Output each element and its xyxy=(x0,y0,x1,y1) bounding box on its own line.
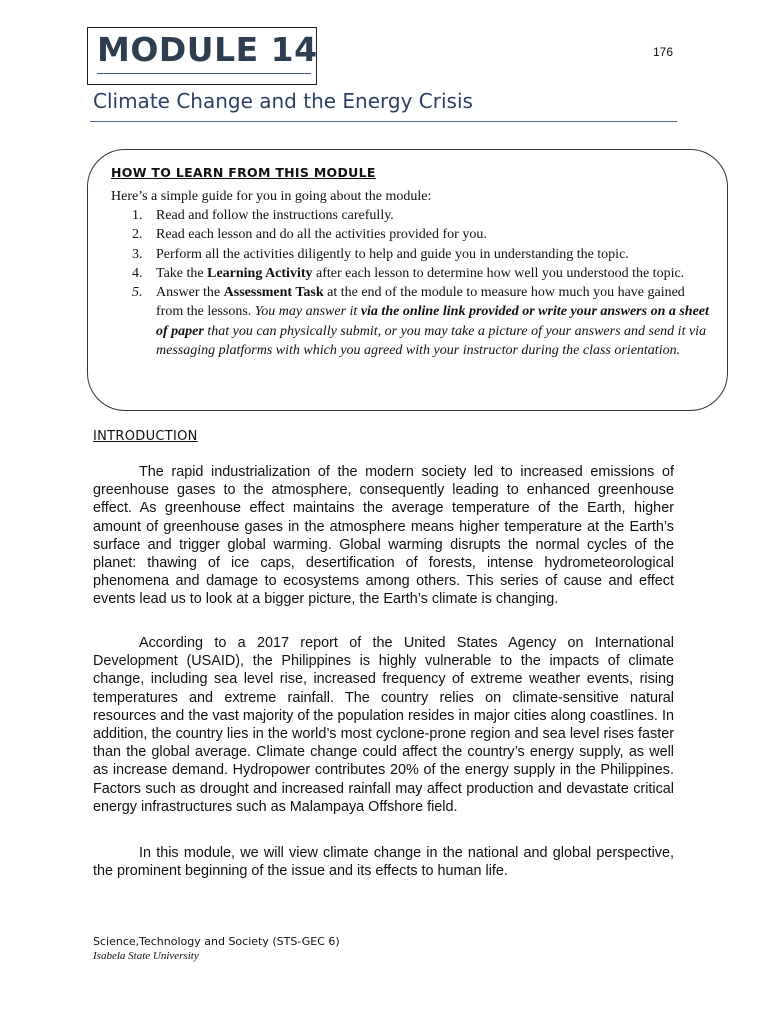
guide-step xyxy=(111,225,709,244)
intro-paragraph: The rapid industrialization of the modern society led to increased emissions of greenhouse gases to the atmosphere, consequently leading to enhanced greenhouse effect. As greenhouse effect maintains the average temperature of the Earth, higher amount of greenhouse gases in the atmosphere means higher temperature at the Earth’s surface and trigger global warming. Global warming disrupts the normal cycles of the planet: thawing of ice caps, desertification of forests, intense hydrometeorological phenomena and damage to ecosystems among others. This series of cause and effect events lead us to look at a bigger picture, the Earth’s climate is changing. xyxy=(93,464,674,608)
step-text: Perform all the activities diligently to help and guide you in understanding the topic. xyxy=(156,246,629,262)
intro-paragraph: In this module, we will view climate change in the national and global perspective, the prominent beginning of the issue and its effects to human life. xyxy=(93,845,674,880)
guide-step xyxy=(111,283,709,360)
step-number: 3. xyxy=(132,246,143,262)
step-text: Take the xyxy=(156,265,208,281)
step-number: 4. xyxy=(132,265,143,281)
step-number: 1. xyxy=(132,208,143,223)
step-text: Read each lesson and do all the activities provided for you. xyxy=(156,227,487,243)
title-divider xyxy=(90,121,677,122)
module-title: Climate Change and the Energy Crisis xyxy=(93,89,473,113)
module-label-underline xyxy=(97,73,311,74)
guide-step xyxy=(111,206,709,225)
answer-note-cont: that you can physically submit, or you may take a picture of your answers and send it via messaging platforms with which you agreed with your instructor during the class orientation. xyxy=(156,323,707,359)
step-text-cont: after each lesson to determine how well you understood the topic. xyxy=(312,265,685,281)
answer-method: via the online link provided or write your answers on a sheet of paper xyxy=(156,304,709,339)
step-text: Answer the xyxy=(156,285,224,301)
guide-step xyxy=(111,264,709,283)
footer-university: Isabela State University xyxy=(93,950,199,962)
intro-paragraph: According to a 2017 report of the United States Agency on International Development (USAID), the Philippines is highly vulnerable to the impacts of climate change, including sea level rise, increased frequency of extreme weather events, rising temperatures and extreme rainfall. The country relies on climate-sensitive natural resources and the vast majority of the population resides in major cities along coastlines. In addition, the country lies in the world’s most cyclone-prone region and sea level rises faster than the global average. Climate change could affect the country’s energy supply, as well as increase demand. Hydropower contributes 20% of the energy supply in the Philippines. Factors such as drought and increased rainfall may affect production and devastate critical energy infrastructures such as Malampaya Offshore field. xyxy=(93,635,674,815)
step-text-cont: at the end of the module to measure how much you have gained from the lessons. xyxy=(156,285,685,320)
assessment-task-term: Assessment Task xyxy=(223,285,324,301)
footer-course: Science,Technology and Society (STS-GEC 6) xyxy=(93,935,340,948)
step-number: 2. xyxy=(132,227,143,243)
answer-note: You may answer it xyxy=(254,304,361,320)
guide-step xyxy=(111,245,709,264)
page-number: 176 xyxy=(653,45,674,59)
learning-activity-term: Learning Activity xyxy=(207,265,313,281)
step-number: 5. xyxy=(132,285,143,301)
introduction-heading: INTRODUCTION xyxy=(93,429,198,444)
guide-heading: HOW TO LEARN FROM THIS MODULE xyxy=(111,165,376,180)
guide-intro: Here’s a simple guide for you in going about the module: xyxy=(111,189,432,204)
guide-steps-list xyxy=(111,206,709,360)
step-text: Read and follow the instructions carefully. xyxy=(156,208,394,223)
module-label: MODULE 14 xyxy=(97,30,318,69)
